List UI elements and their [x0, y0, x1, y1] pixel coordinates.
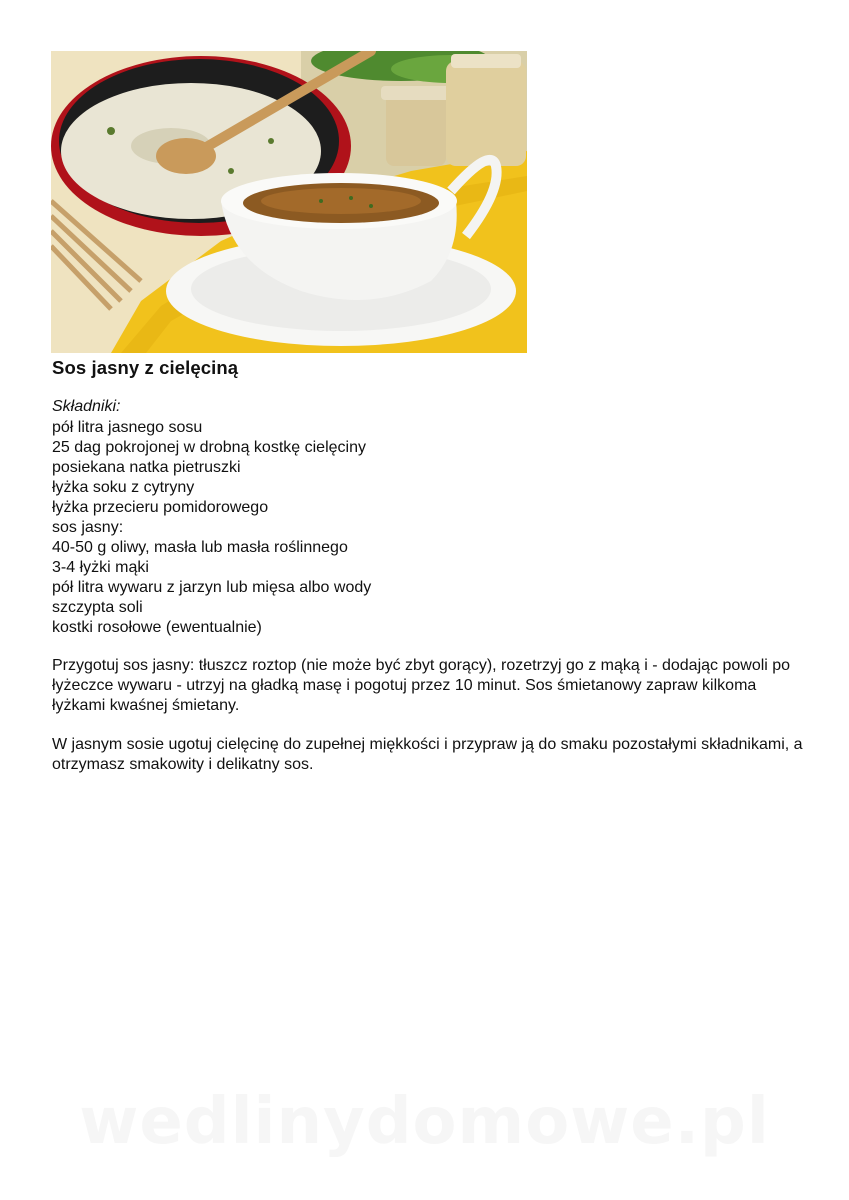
- ingredients-heading: Składniki:: [52, 398, 121, 415]
- ingredient-item: 25 dag pokrojonej w drobną kostkę cielęciny: [52, 439, 366, 456]
- ingredient-item: kostki rosołowe (ewentualnie): [52, 619, 262, 636]
- ingredient-item: pół litra jasnego sosu: [52, 419, 203, 436]
- ingredient-item: pół litra wywaru z jarzyn lub mięsa albo wody: [52, 579, 372, 596]
- recipe-photo: [51, 51, 527, 353]
- ingredient-item: 3-4 łyżki mąki: [52, 559, 149, 576]
- ingredient-item: posiekana natka pietruszki: [52, 459, 241, 476]
- preparation-paragraph: Przygotuj sos jasny: tłuszcz roztop (nie może być zbyt gorący), rozetrzyj go z mąką i - dodając powoli po łyżeczce wywaru - utrzyj na gładką masę i pogotuj przez 10 minut. Sos śmietanowy zapraw kilkoma łyżkami kwaśnej śmietany.: [52, 657, 791, 714]
- site-watermark: wedlinydomowe.pl: [79, 1085, 770, 1159]
- ingredient-item: łyżka przecieru pomidorowego: [52, 499, 269, 516]
- ingredient-item: szczypta soli: [52, 599, 143, 616]
- ingredient-item: 40-50 g oliwy, masła lub masła roślinnego: [52, 539, 348, 556]
- ingredients-list: [52, 418, 371, 638]
- cooking-paragraph: W jasnym sosie ugotuj cielęcinę do zupełnej miękkości i przypraw ją do smaku pozostałymi składnikami, a otrzymasz smakowity i delikatny sos.: [52, 736, 803, 773]
- ingredient-item: sos jasny:: [52, 519, 124, 536]
- sauce-boat-illustration: [51, 51, 527, 353]
- ingredient-item: łyżka soku z cytryny: [52, 479, 195, 496]
- recipe-title: Sos jasny z cielęciną: [52, 357, 239, 378]
